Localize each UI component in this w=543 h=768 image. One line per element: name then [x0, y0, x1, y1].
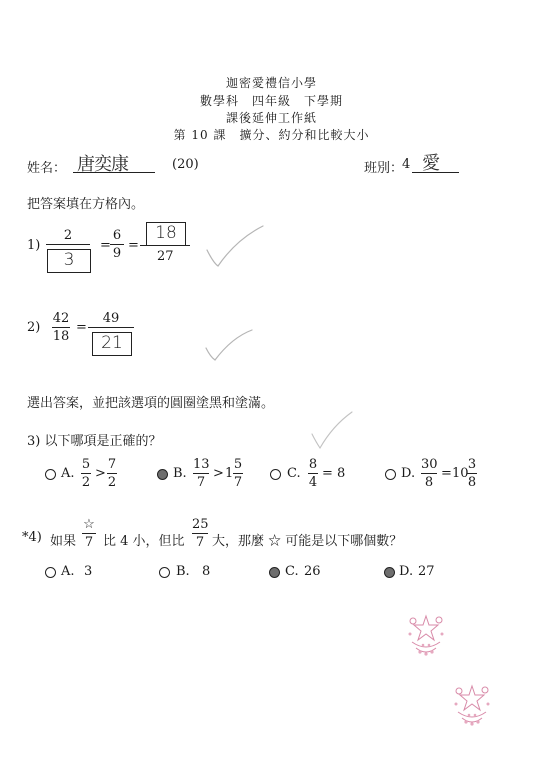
q2-denominator-answer-box[interactable] — [92, 332, 132, 356]
subject-line: 數學科 四年級 下學期 — [199, 94, 343, 108]
q3-option-a-radio[interactable] — [45, 469, 56, 480]
name-label: 姓名： — [27, 161, 67, 176]
q3-option-c-letter: C. — [287, 466, 301, 481]
q3-option-b-letter: B. — [173, 466, 187, 481]
q1-fraction-c-denominator: 27 — [157, 249, 174, 264]
q2-number: 2) — [27, 320, 41, 335]
q3-option-c-fraction: 8 4 — [308, 457, 318, 490]
q3-option-d-fraction: 30 8 — [421, 457, 438, 490]
q1-denominator-answer: 3 — [63, 250, 75, 270]
q1-equals-1: = — [100, 238, 111, 253]
q1-fraction-b-numerator: 6 — [112, 228, 122, 243]
name-value: 唐奕康 — [77, 154, 128, 175]
q4-fraction — [192, 517, 208, 550]
lesson-title: 第 10 課 擴分、約分和比較大小 — [173, 128, 370, 142]
q4-prompt-a: 如果 — [50, 534, 77, 549]
fraction-bar — [110, 244, 124, 245]
class-label: 班別： — [364, 161, 404, 176]
q1-fraction-b-denominator: 9 — [112, 246, 122, 261]
q3-option-d-letter: D. — [401, 466, 416, 481]
worksheet-title: 課後延伸工作紙 — [225, 111, 317, 125]
q3-option-b-fraction-right: 5 7 — [233, 457, 243, 490]
greater-than-sign: > — [95, 466, 106, 481]
star-icon: ☆ — [83, 517, 95, 532]
q3-option-a-letter: A. — [61, 466, 75, 481]
q3-option-d-equals: = — [441, 466, 452, 481]
q4-star-fraction — [82, 517, 96, 550]
check-mark-icon — [204, 328, 254, 362]
q3-option-b-whole: 1 — [225, 466, 234, 481]
q3-option-c-rhs: = 8 — [322, 466, 346, 481]
q2-fraction-a — [52, 311, 70, 344]
q4-option-b-value: 8 — [202, 564, 211, 579]
q4-option-d-letter: D. — [399, 564, 414, 579]
q3-option-d-fraction-right: 3 8 — [467, 457, 477, 490]
q3-option-d-whole: 10 — [452, 466, 469, 481]
check-mark-icon — [205, 224, 265, 268]
q1-equals-2: = — [128, 238, 139, 253]
q4-fraction-denominator: 7 — [195, 535, 205, 550]
q1-numerator-answer-box[interactable] — [146, 222, 186, 246]
q4-option-c-letter: C. — [285, 564, 299, 579]
q4-option-b-letter: B. — [176, 564, 190, 579]
star-stamp-icon — [404, 612, 448, 662]
q1-number: 1) — [27, 238, 41, 253]
q4-option-c-value: 26 — [304, 564, 321, 579]
fraction-bar — [140, 245, 190, 246]
check-mark-icon — [310, 410, 354, 450]
q1-fraction-b — [110, 228, 124, 261]
fraction-bar — [52, 327, 70, 328]
fraction-bar — [82, 533, 96, 534]
q4-option-b-radio[interactable] — [159, 567, 170, 578]
q3-option-b-radio[interactable] — [157, 469, 168, 480]
greater-than-sign: > — [213, 466, 224, 481]
q2-fraction-a-numerator: 42 — [52, 311, 70, 326]
q1-numerator-answer: 18 — [155, 223, 177, 243]
q4-number: *4) — [22, 530, 42, 545]
q3-option-c-radio[interactable] — [270, 469, 281, 480]
class-value: 愛 — [422, 153, 439, 174]
q4-option-a-value: 3 — [84, 564, 93, 579]
q4-star-denominator: 7 — [84, 535, 94, 550]
student-number: (20) — [172, 157, 199, 172]
q1-denominator-answer-box[interactable] — [47, 249, 91, 273]
fraction-bar — [192, 533, 208, 534]
q4-option-d-radio[interactable] — [384, 567, 395, 578]
fraction-bar — [88, 327, 134, 328]
q3-prompt: 3) 以下哪項是正確的？ — [27, 434, 162, 449]
q3-option-a-fraction-right: 7 2 — [107, 457, 117, 490]
q2-equals: = — [76, 320, 87, 335]
q4-option-a-radio[interactable] — [45, 567, 56, 578]
q3-option-a-fraction-left: 5 2 — [81, 457, 91, 490]
q4-option-c-radio[interactable] — [269, 567, 280, 578]
q4-fraction-numerator: 25 — [192, 517, 209, 532]
q1-fraction-a — [46, 228, 90, 246]
q2-denominator-answer: 21 — [101, 333, 123, 353]
star-stamp-icon — [450, 682, 494, 732]
q2-fraction-b — [88, 311, 134, 329]
class-number: 4 — [402, 157, 411, 172]
q4-option-a-letter: A. — [61, 564, 75, 579]
section1-instruction: 把答案填在方格內。 — [27, 197, 145, 212]
name-field — [73, 150, 155, 173]
q2-fraction-b-numerator: 49 — [102, 311, 120, 326]
q4-option-d-value: 27 — [418, 564, 435, 579]
fraction-bar — [46, 244, 90, 245]
school-name: 迦密愛禮信小學 — [225, 76, 317, 90]
q3-option-b-fraction-left: 13 7 — [193, 457, 210, 490]
class-field — [412, 150, 459, 173]
q4-prompt-b: 比 4 小，但比 — [103, 534, 185, 549]
q3-option-d-radio[interactable] — [385, 469, 396, 480]
q2-fraction-a-denominator: 18 — [52, 329, 70, 344]
q4-prompt-c: 大，那麼 ☆ 可能是以下哪個數？ — [212, 534, 403, 549]
section2-instruction: 選出答案，並把該選項的圓圈塗黑和塗滿。 — [27, 396, 275, 411]
q1-fraction-a-numerator: 2 — [63, 228, 73, 243]
